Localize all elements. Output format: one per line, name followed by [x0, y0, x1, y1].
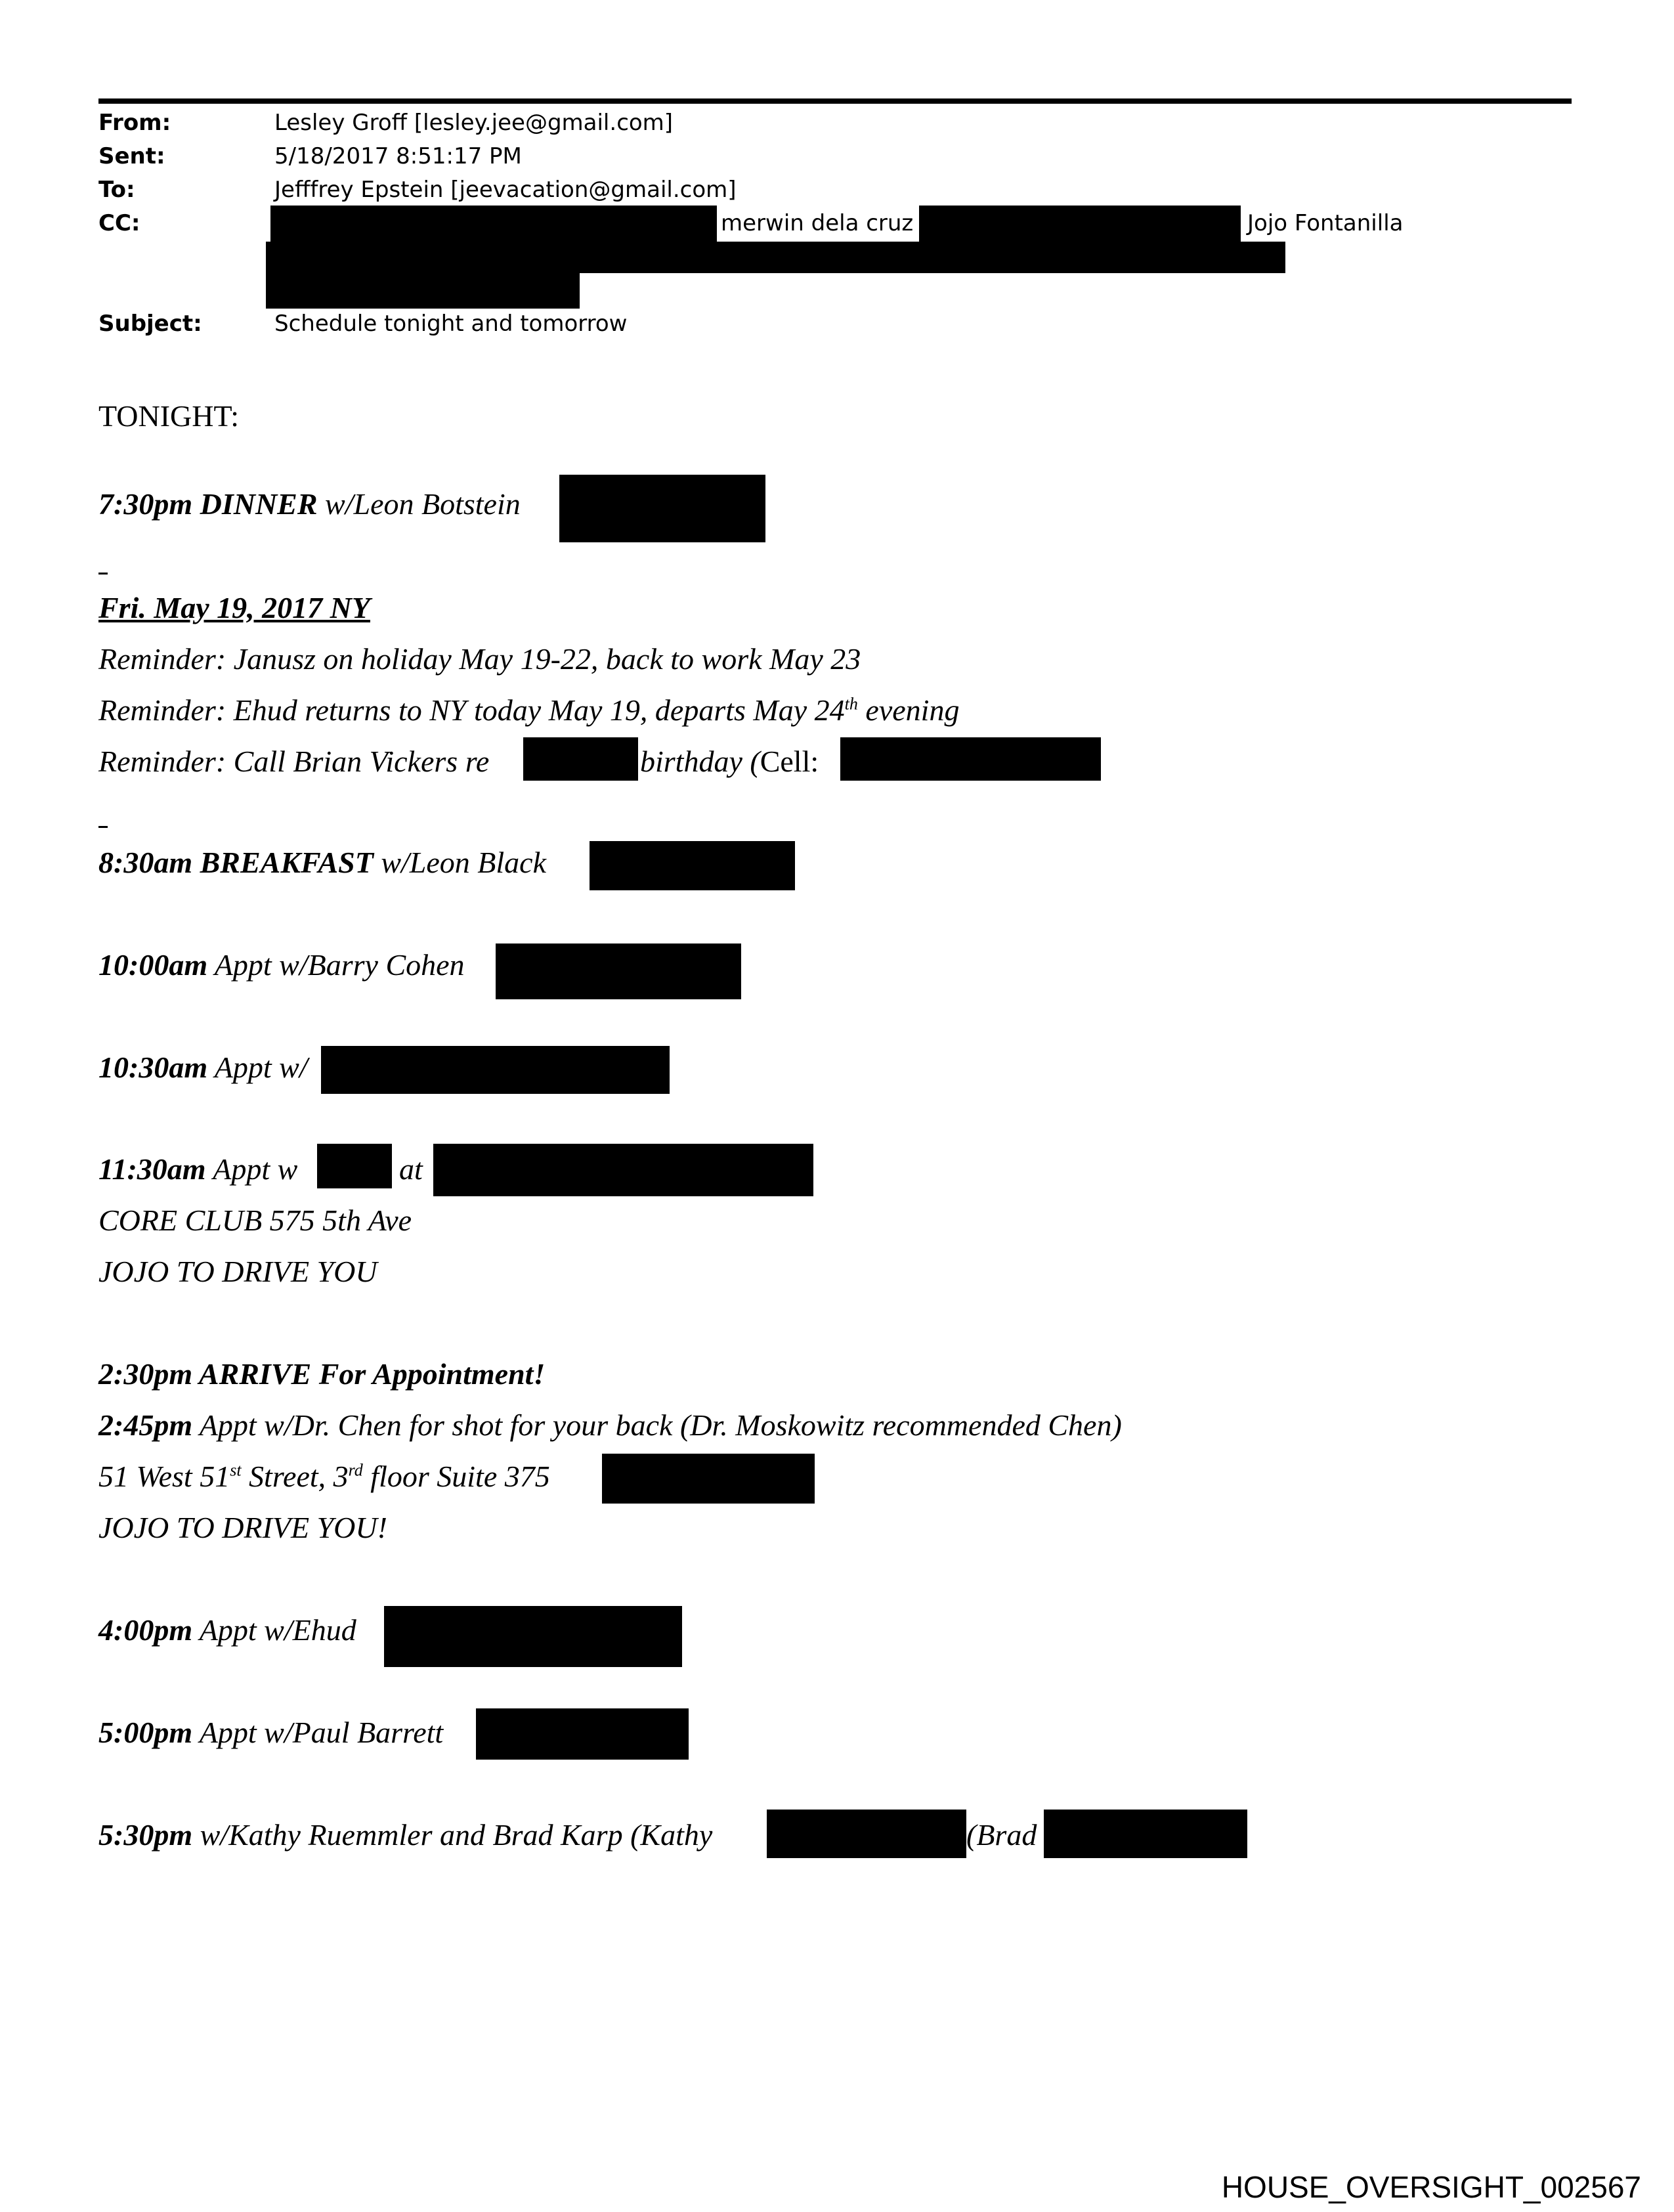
- reminder-ehud: [98, 692, 959, 729]
- address-text: Street, 3: [241, 1460, 349, 1493]
- sent-value: 5/18/2017 8:51:17 PM: [274, 143, 522, 169]
- redaction-box: [384, 1606, 682, 1667]
- redaction-box: [919, 206, 1241, 242]
- appt-1130-line: [98, 1151, 297, 1188]
- appt-400-line: [98, 1612, 356, 1649]
- from-value: Lesley Groff [lesley.jee@gmail.com]: [274, 110, 674, 136]
- time-label: 10:00am: [98, 948, 208, 982]
- superscript: st: [230, 1460, 242, 1480]
- header-divider: [98, 98, 1572, 104]
- appointment-text: Appt w/Ehud: [192, 1613, 356, 1647]
- superscript: rd: [348, 1460, 363, 1480]
- tonight-heading: TONIGHT:: [98, 399, 240, 433]
- doctor-address: [98, 1458, 550, 1495]
- reminder-call-start: Reminder: Call Brian Vickers re: [98, 745, 490, 778]
- appointment-text: Appt w/Paul Barrett: [192, 1716, 444, 1749]
- redaction-box: [476, 1708, 689, 1760]
- appt-500-line: [98, 1714, 443, 1751]
- redaction-box: [523, 737, 638, 781]
- appointment-text: w/Leon Botstein: [317, 487, 521, 521]
- appointment-text: w/Leon Black: [373, 846, 547, 879]
- redaction-box: [317, 1144, 392, 1188]
- redaction-box: [602, 1454, 815, 1504]
- time-label: 10:30am: [98, 1051, 208, 1084]
- appt-530-line: [98, 1817, 712, 1854]
- time-label: 5:00pm: [98, 1716, 193, 1749]
- time-label: 11:30am: [98, 1152, 206, 1186]
- superscript: th: [844, 694, 858, 714]
- cc-name-merwin: merwin dela cruz: [721, 210, 914, 236]
- sent-label: Sent:: [98, 143, 165, 169]
- reminder-janusz: Reminder: Janusz on holiday May 19-22, back to work May 23: [98, 642, 861, 676]
- reminder-text: birthday (: [640, 745, 760, 778]
- time-label: 4:00pm: [98, 1613, 193, 1647]
- redaction-box: [321, 1046, 670, 1094]
- time-label: 8:30am BREAKFAST: [98, 846, 374, 879]
- date-heading: Fri. May 19, 2017 NY: [98, 591, 370, 624]
- redaction-box: [266, 273, 580, 309]
- redaction-box: [840, 737, 1101, 781]
- jojo-drive-note: JOJO TO DRIVE YOU: [98, 1255, 377, 1288]
- dinner-line: [98, 486, 521, 523]
- appt-1000-line: [98, 947, 465, 984]
- separator-dash: [98, 826, 108, 828]
- reminder-call-end: [640, 743, 819, 780]
- address-text: floor Suite 375: [362, 1460, 550, 1493]
- reminder-text: Reminder: Ehud returns to NY today May 19, departs May 24: [98, 693, 845, 727]
- jojo-drive-note: JOJO TO DRIVE YOU!: [98, 1511, 387, 1544]
- appointment-text: Appt w/Barry Cohen: [207, 948, 465, 982]
- redaction-box: [1044, 1810, 1247, 1858]
- cell-label: Cell:: [760, 745, 819, 778]
- appt-1030-line: [98, 1049, 308, 1086]
- cc-name-jojo: Jojo Fontanilla: [1247, 210, 1404, 236]
- redaction-box: [590, 841, 795, 890]
- separator-dash: [98, 573, 108, 575]
- appointment-text: Appt w/: [207, 1051, 308, 1084]
- time-label: 2:45pm: [98, 1408, 193, 1442]
- arrive-line: 2:30pm ARRIVE For Appointment!: [98, 1357, 546, 1391]
- subject-label: Subject:: [98, 311, 202, 337]
- redaction-box: [266, 242, 1285, 273]
- appt-245-line: [98, 1407, 1122, 1444]
- appointment-text: Appt w/Dr. Chen for shot for your back (Dr. Moskowitz recommended Chen): [192, 1408, 1122, 1442]
- redaction-box: [767, 1810, 966, 1858]
- to-label: To:: [98, 177, 135, 203]
- appt-1130-at: at: [399, 1152, 423, 1186]
- appt-530-brad: (Brad: [966, 1818, 1037, 1852]
- redaction-box: [496, 943, 741, 999]
- address-text: 51 West 51: [98, 1460, 230, 1493]
- appointment-text: Appt w: [205, 1152, 298, 1186]
- from-label: From:: [98, 110, 171, 136]
- core-club-address: CORE CLUB 575 5th Ave: [98, 1204, 412, 1237]
- cc-label: CC:: [98, 210, 140, 236]
- reminder-text: evening: [857, 693, 960, 727]
- subject-value: Schedule tonight and tomorrow: [274, 311, 628, 337]
- redaction-box: [270, 206, 717, 242]
- bates-number: HOUSE_OVERSIGHT_002567: [1221, 2170, 1641, 2204]
- breakfast-line: [98, 844, 546, 881]
- redaction-box: [433, 1144, 813, 1196]
- time-label: 7:30pm DINNER: [98, 487, 318, 521]
- time-label: 5:30pm: [98, 1818, 193, 1852]
- appointment-text: w/Kathy Ruemmler and Brad Karp (Kathy: [192, 1818, 713, 1852]
- to-value: Jefffrey Epstein [jeevacation@gmail.com]: [274, 177, 737, 203]
- redaction-box: [559, 475, 765, 542]
